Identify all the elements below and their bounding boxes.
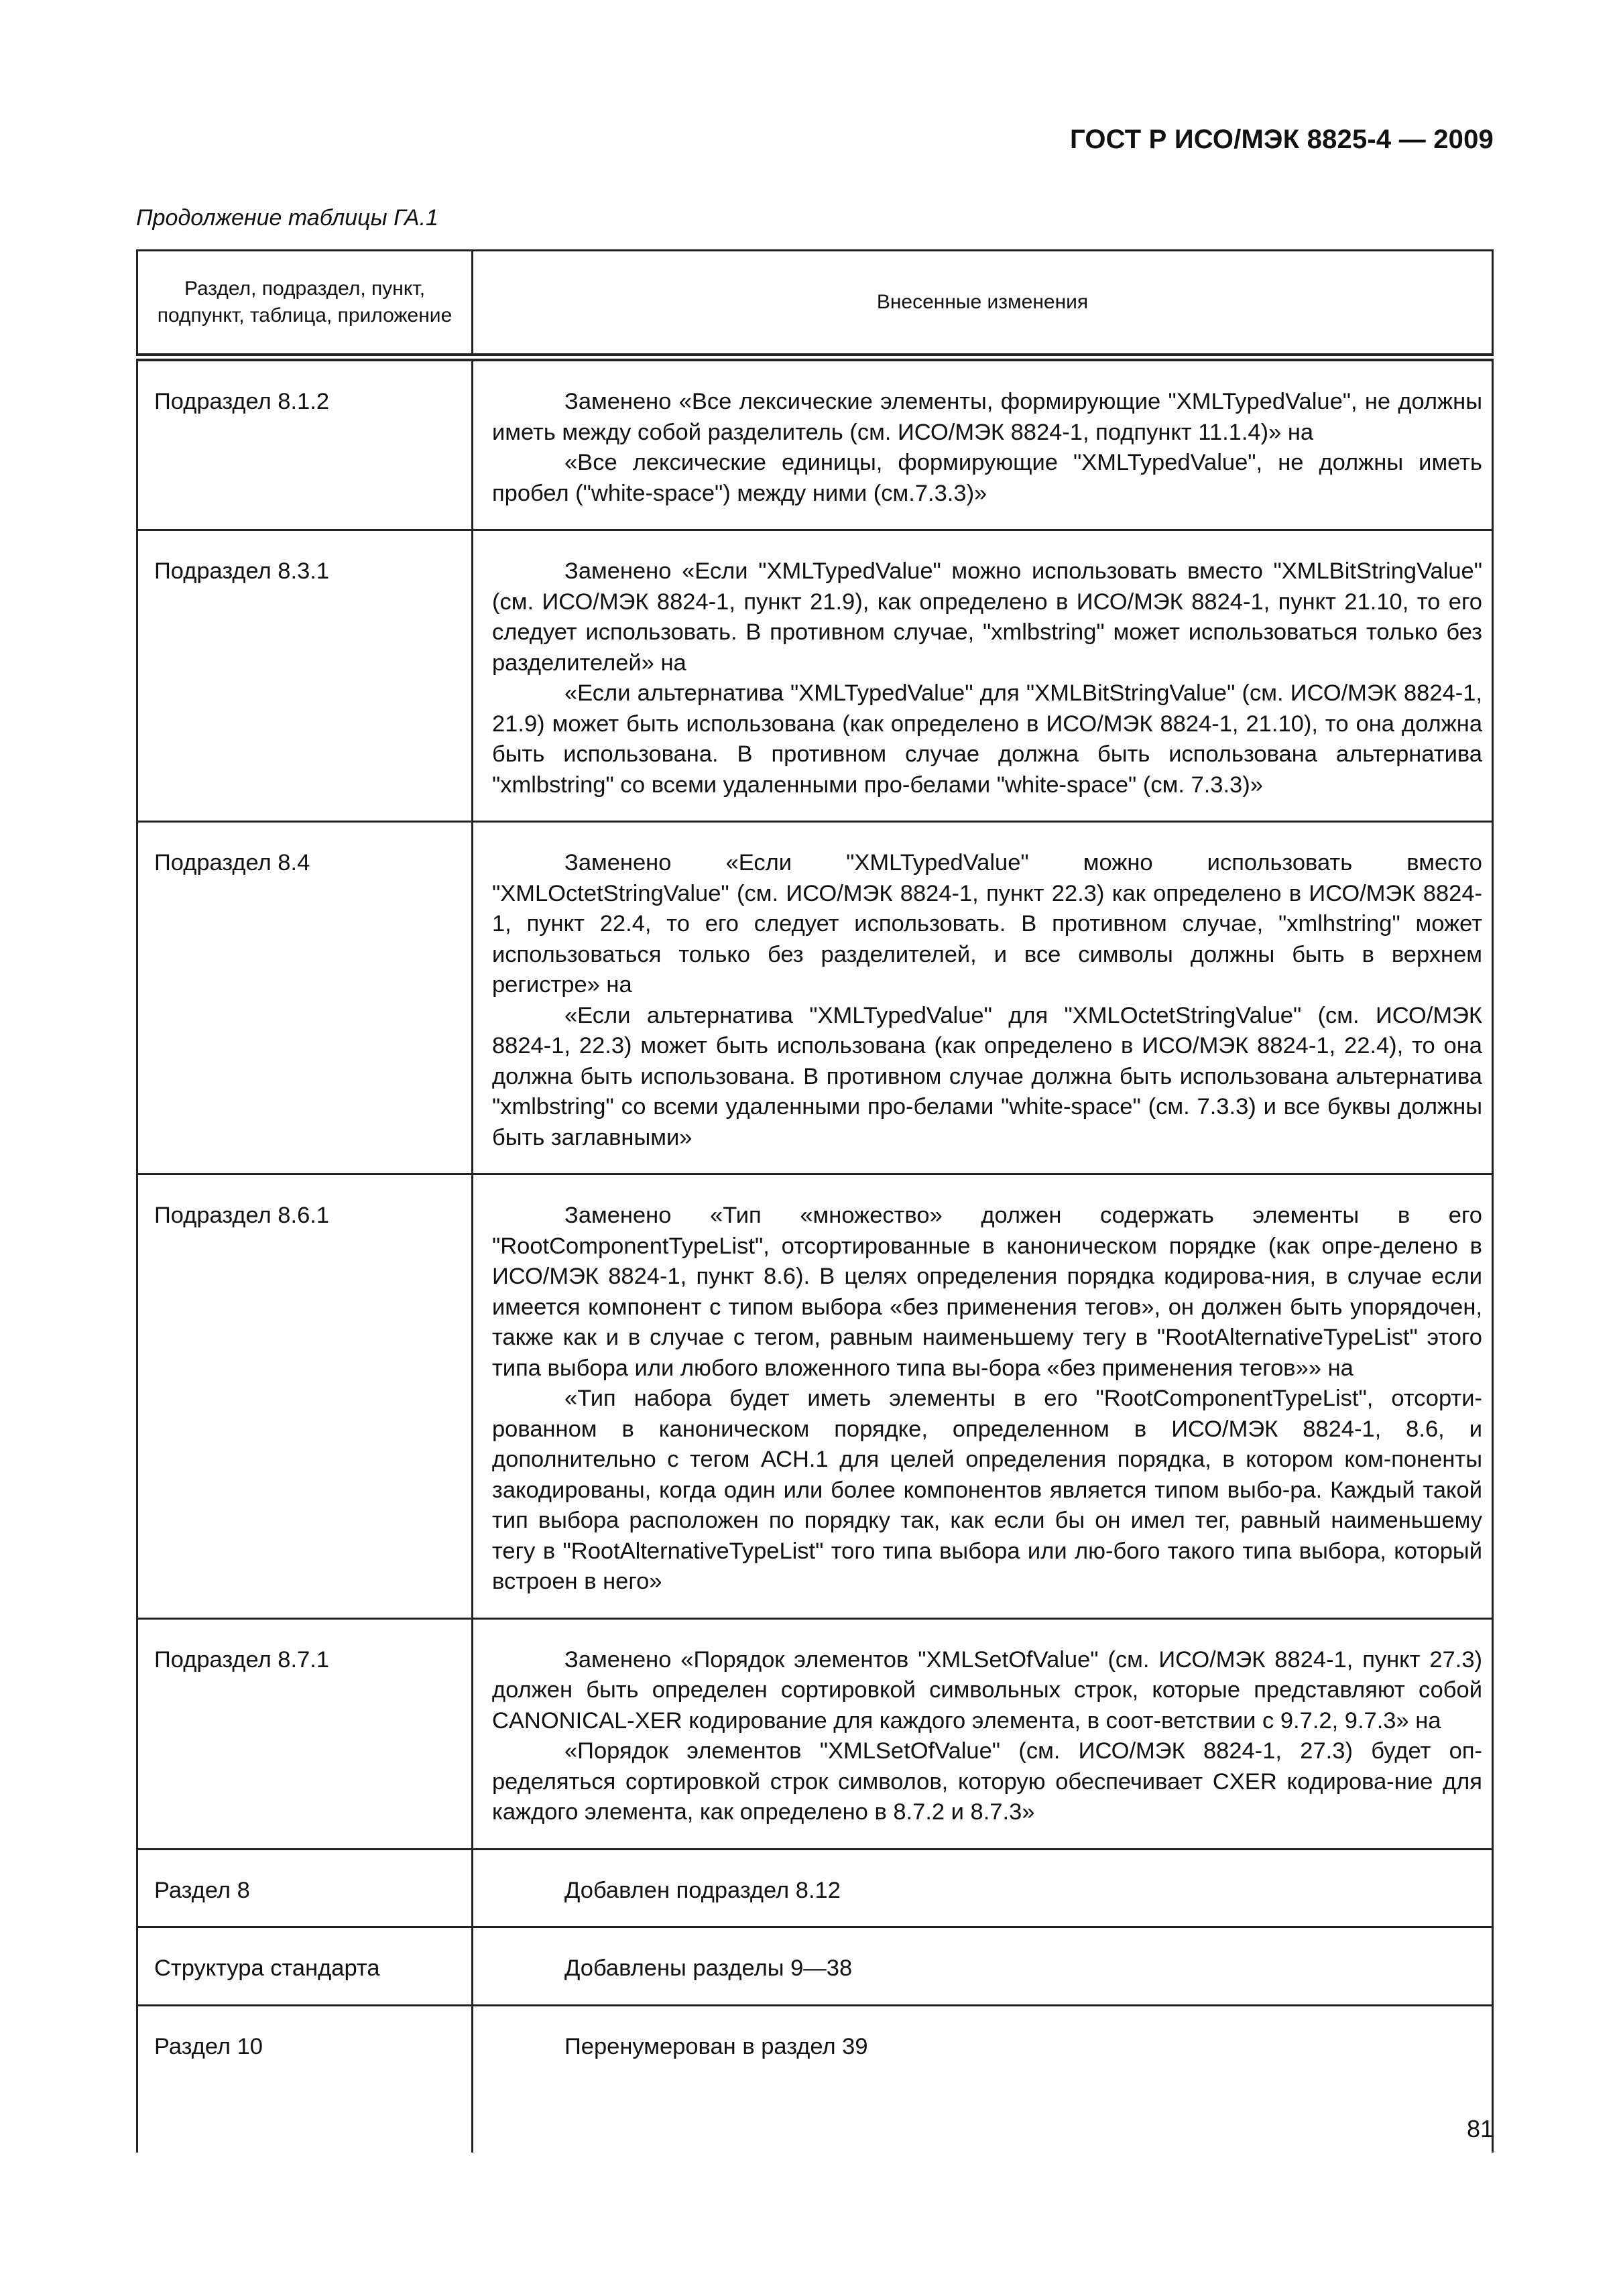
change-paragraph: Перенумерован в раздел 39 [564,2033,868,2059]
section-cell: Подраздел 8.4 [137,822,473,1174]
changes-cell [473,822,1493,1174]
table-row [137,357,1493,530]
table-row [137,1849,1493,1927]
change-paragraph: «Тип набора будет иметь элементы в его "RootComponentTypeList", отсорти-рованном в каноническом порядке, определенном в ИСО/МЭК 8824-1, 8.6, и дополнительно с тегом АСН.1 для целей определения порядка, в котором ком-поненты закодированы, когда один или более компонентов является типом выбо-ра. Каждый такой тип выбора расположен по порядку так, как если бы он имел тег, равный наименьшему тегу в "RootAlternativeTypeList" того типа выбора или лю-бого такого типа выбора, который встроен в него» [492,1386,1482,1594]
change-paragraph: Добавлены разделы 9—38 [564,1955,853,1981]
table-row [137,1618,1493,1849]
change-paragraph: Заменено «Все лексические элементы, формирующие "XMLTypedValue", не должны иметь между собой разделитель (см. ИСО/МЭК 8824-1, подпункт 11.1.4)» на [492,389,1482,445]
table-row [137,2005,1493,2153]
changes-table [136,249,1494,2153]
table-row [137,1927,1493,2006]
column-header-changes: Внесенные изменения [473,251,1493,358]
changes-cell [473,1849,1493,1927]
changes-cell [473,357,1493,530]
table-row [137,530,1493,822]
table-row [137,822,1493,1174]
section-cell: Подраздел 8.3.1 [137,530,473,822]
table-row [137,1174,1493,1619]
section-cell: Раздел 8 [137,1849,473,1927]
section-cell: Подраздел 8.6.1 [137,1174,473,1619]
change-paragraph: «Если альтернатива "XMLTypedValue" для "XMLOctetStringValue" (см. ИСО/МЭК 8824-1, 22.3) может быть использована (как определено в ИСО/МЭК 8824-1, 22.4), то она должна быть использована. В противном случае должна быть использована альтернатива "xmlbstring" со всеми удаленными про-белами "white-space" (см. 7.3.3) и все буквы должны быть заглавными» [492,1002,1482,1150]
table-caption: Продолжение таблицы ГА.1 [136,205,438,231]
section-cell: Подраздел 8.1.2 [137,357,473,530]
changes-cell [473,530,1493,822]
change-paragraph: Заменено «Если "XMLTypedValue" можно использовать вместо "XMLOctetStringValue" (см. ИСО/МЭК 8824-1, пункт 22.3) как определено в ИСО/МЭК 8824-1, пункт 22.4, то его следует использовать. В противном случае, "xmlhstring" может использоваться только без разделителей, и все символы должны быть в верхнем регистре» на [492,850,1482,998]
change-paragraph: «Если альтернатива "XMLTypedValue" для "XMLBitStringValue" (см. ИСО/МЭК 8824-1, 21.9) может быть использована (как определено в ИСО/МЭК 8824-1, 21.10), то она должна быть использована. В противном случае должна быть использована альтернатива "xmlbstring" со всеми удаленными про-белами "white-space" (см. 7.3.3)» [492,680,1482,798]
change-paragraph: Заменено «Порядок элементов "XMLSetOfValue" (см. ИСО/МЭК 8824-1, пункт 27.3) должен быть определен сортировкой символьных строк, которые представляют собой CANONICAL-XER кодирование для каждого элемента, в соот-ветствии с 9.7.2, 9.7.3» на [492,1646,1482,1734]
section-cell: Структура стандарта [137,1927,473,2006]
changes-cell [473,2005,1493,2153]
table-header-row [137,251,1493,358]
change-paragraph: Добавлен подраздел 8.12 [564,1877,841,1903]
change-paragraph: «Все лексические единицы, формирующие "XMLTypedValue", не должны иметь пробел ("white-space") между ними (см.7.3.3)» [492,450,1482,506]
changes-cell [473,1618,1493,1849]
document-header: ГОСТ Р ИСО/МЭК 8825-4 — 2009 [1069,125,1494,154]
change-paragraph: Заменено «Тип «множество» должен содержать элементы в его "RootComponentTypeList", отсортированные в каноническом порядке (как опре-делено в ИСО/МЭК 8824-1, пункт 8.6). В целях определения порядка кодирова-ния, в случае если имеется компонент с типом выбора «без применения тегов», он должен быть упорядочен, также как и в случае с тегом, равным наименьшему тегу в "RootAlternativeTypeList" этого типа выбора или любого вложенного типа вы-бора «без применения тегов»» на [492,1203,1482,1381]
page-number: 81 [1466,2115,1494,2142]
change-paragraph: «Порядок элементов "XMLSetOfValue" (см. ИСО/МЭК 8824-1, 27.3) будет оп-ределяться сортировкой строк символов, которую обеспечивает CXER кодирова-ние для каждого элемента, как определено в 8.7.2 и 8.7.3» [492,1738,1482,1825]
section-cell: Раздел 10 [137,2005,473,2153]
changes-cell [473,1174,1493,1619]
column-header-section: Раздел, подраздел, пункт, подпункт, таблица, приложение [137,251,473,358]
section-cell: Подраздел 8.7.1 [137,1618,473,1849]
changes-cell [473,1927,1493,2006]
change-paragraph: Заменено «Если "XMLTypedValue" можно использовать вместо "XMLBitStringValue" (см. ИСО/МЭК 8824-1, пункт 21.9), как определено в ИСО/МЭК 8824-1, пункт 21.10, то его следует использовать. В противном случае, "xmlbstring" может использоваться только без разделителей» на [492,558,1482,676]
